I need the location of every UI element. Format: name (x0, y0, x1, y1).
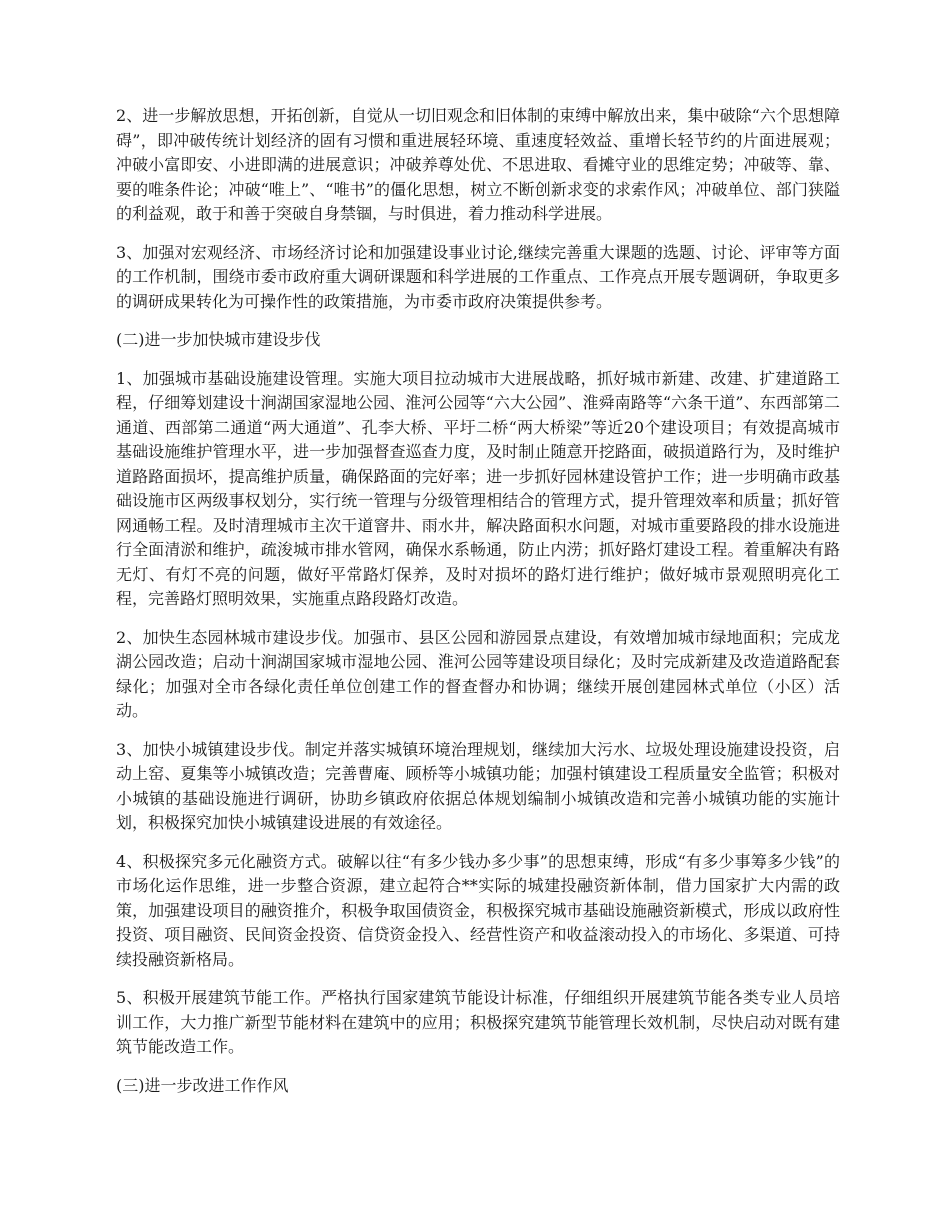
document-body (116, 104, 840, 1112)
paragraph-item-2-garden-city: 2、加快生态园林城市建设步伐。加强市、县区公园和游园景点建设，有效增加城市绿地面积；完成龙湖公园改造；启动十涧湖国家城市湿地公园、淮河公园等建设项目绿化；及时完成新建及改造道路配套绿化；加强对全市各绿化责任单位创建工作的督查督办和协调；继续开展创建园林式单位（小区）活动。 (116, 627, 840, 720)
paragraph-item-3-macro-research: 3、加强对宏观经济、市场经济讨论和加强建设事业讨论,继续完善重大课题的选题、讨论、评审等方面的工作机制，围绕市委市政府重大调研课题和科学进展的工作重点、工作亮点开展专题调研，争取更多的调研成果转化为可操作性的政策措施，为市委市政府决策提供参考。 (116, 242, 840, 311)
section-heading-urban-construction: (二)进一步加快城市建设步伐 (116, 330, 321, 349)
paragraph-item-2-liberate-thinking: 2、进一步解放思想，开拓创新，自觉从一切旧观念和旧体制的束缚中解放出来，集中破除“六个思想障碍”，即冲破传统计划经济的固有习惯和重进展轻环境、重速度轻效益、重增长轻节约的片面进展观；冲破小富即安、小进即满的进展意识；冲破养尊处优、不思进取、看摊守业的思维定势；冲破等、靠、要的唯条件论；冲破“唯上”、“唯书”的僵化思想，树立不断创新求变的求索作风；冲破单位、部门狭隘的利益观，敢于和善于突破自身禁锢，与时俱进，着力推动科学进展。 (116, 106, 840, 223)
paragraph-item-1-infrastructure: 1、加强城市基础设施建设管理。实施大项目拉动城市大进展战略，抓好城市新建、改建、扩建道路工程，仔细筹划建设十涧湖国家湿地公园、淮河公园等“六大公园”、淮舜南路等“六条干道”、东西部第二通道、西部第二通道“两大通道”、孔李大桥、平圩二桥“两大桥梁”等近20个建设项目；有效提高城市基础设施维护管理水平，进一步加强督查巡查力度，及时制止随意开挖路面，破损道路行为，及时维护道路路面损坏，提高维护质量，确保路面的完好率；进一步抓好园林建设管护工作；进一步明确市政基础设施市区两级事权划分，实行统一管理与分级管理相结合的管理方式，提升管理效率和质量；抓好管网通畅工程。及时清理城市主次干道窨井、雨水井，解决路面积水问题，对城市重要路段的排水设施进行全面清淤和维护，疏浚城市排水管网，确保水系畅通，防止内涝；抓好路灯建设工程。着重解决有路无灯、有灯不亮的问题，做好平常路灯保养，及时对损坏的路灯进行维护；做好城市景观照明亮化工程，完善路灯照明效果，实施重点路段路灯改造。 (116, 368, 840, 608)
paragraph-item-3-small-towns: 3、加快小城镇建设步伐。制定并落实城镇环境治理规划，继续加大污水、垃圾处理设施建设投资，启动上窑、夏集等小城镇改造；完善曹庵、顾桥等小城镇功能；加强村镇建设工程质量安全监管；积极对小城镇的基础设施进行调研，协助乡镇政府依据总体规划编制小城镇改造和完善小城镇功能的实施计划，积极探究加快小城镇建设进展的有效途径。 (116, 739, 840, 832)
section-heading-work-style: (三)进一步改进工作作风 (116, 1075, 289, 1095)
paragraph-item-5-energy-saving: 5、积极开展建筑节能工作。严格执行国家建筑节能设计标准，仔细组织开展建筑节能各类专业人员培训工作，大力推广新型节能材料在建筑中的应用；积极探究建筑节能管理长效机制，尽快启动对既有建筑节能改造工作。 (116, 988, 840, 1056)
paragraph-item-4-financing: 4、积极探究多元化融资方式。破解以往“有多少钱办多少事”的思想束缚，形成“有多少事筹多少钱”的市场化运作思维，进一步整合资源，建立起符合**实际的城建投融资新体制，借力国家扩大内需的政策，加强建设项目的融资推介，积极争取国债资金，积极探究城市基础设施融资新模式，形成以政府性投资、项目融资、民间资金投资、信贷资金投入、经营性资产和收益滚动投入的市场化、多渠道、可持续投融资新格局。 (116, 851, 840, 969)
